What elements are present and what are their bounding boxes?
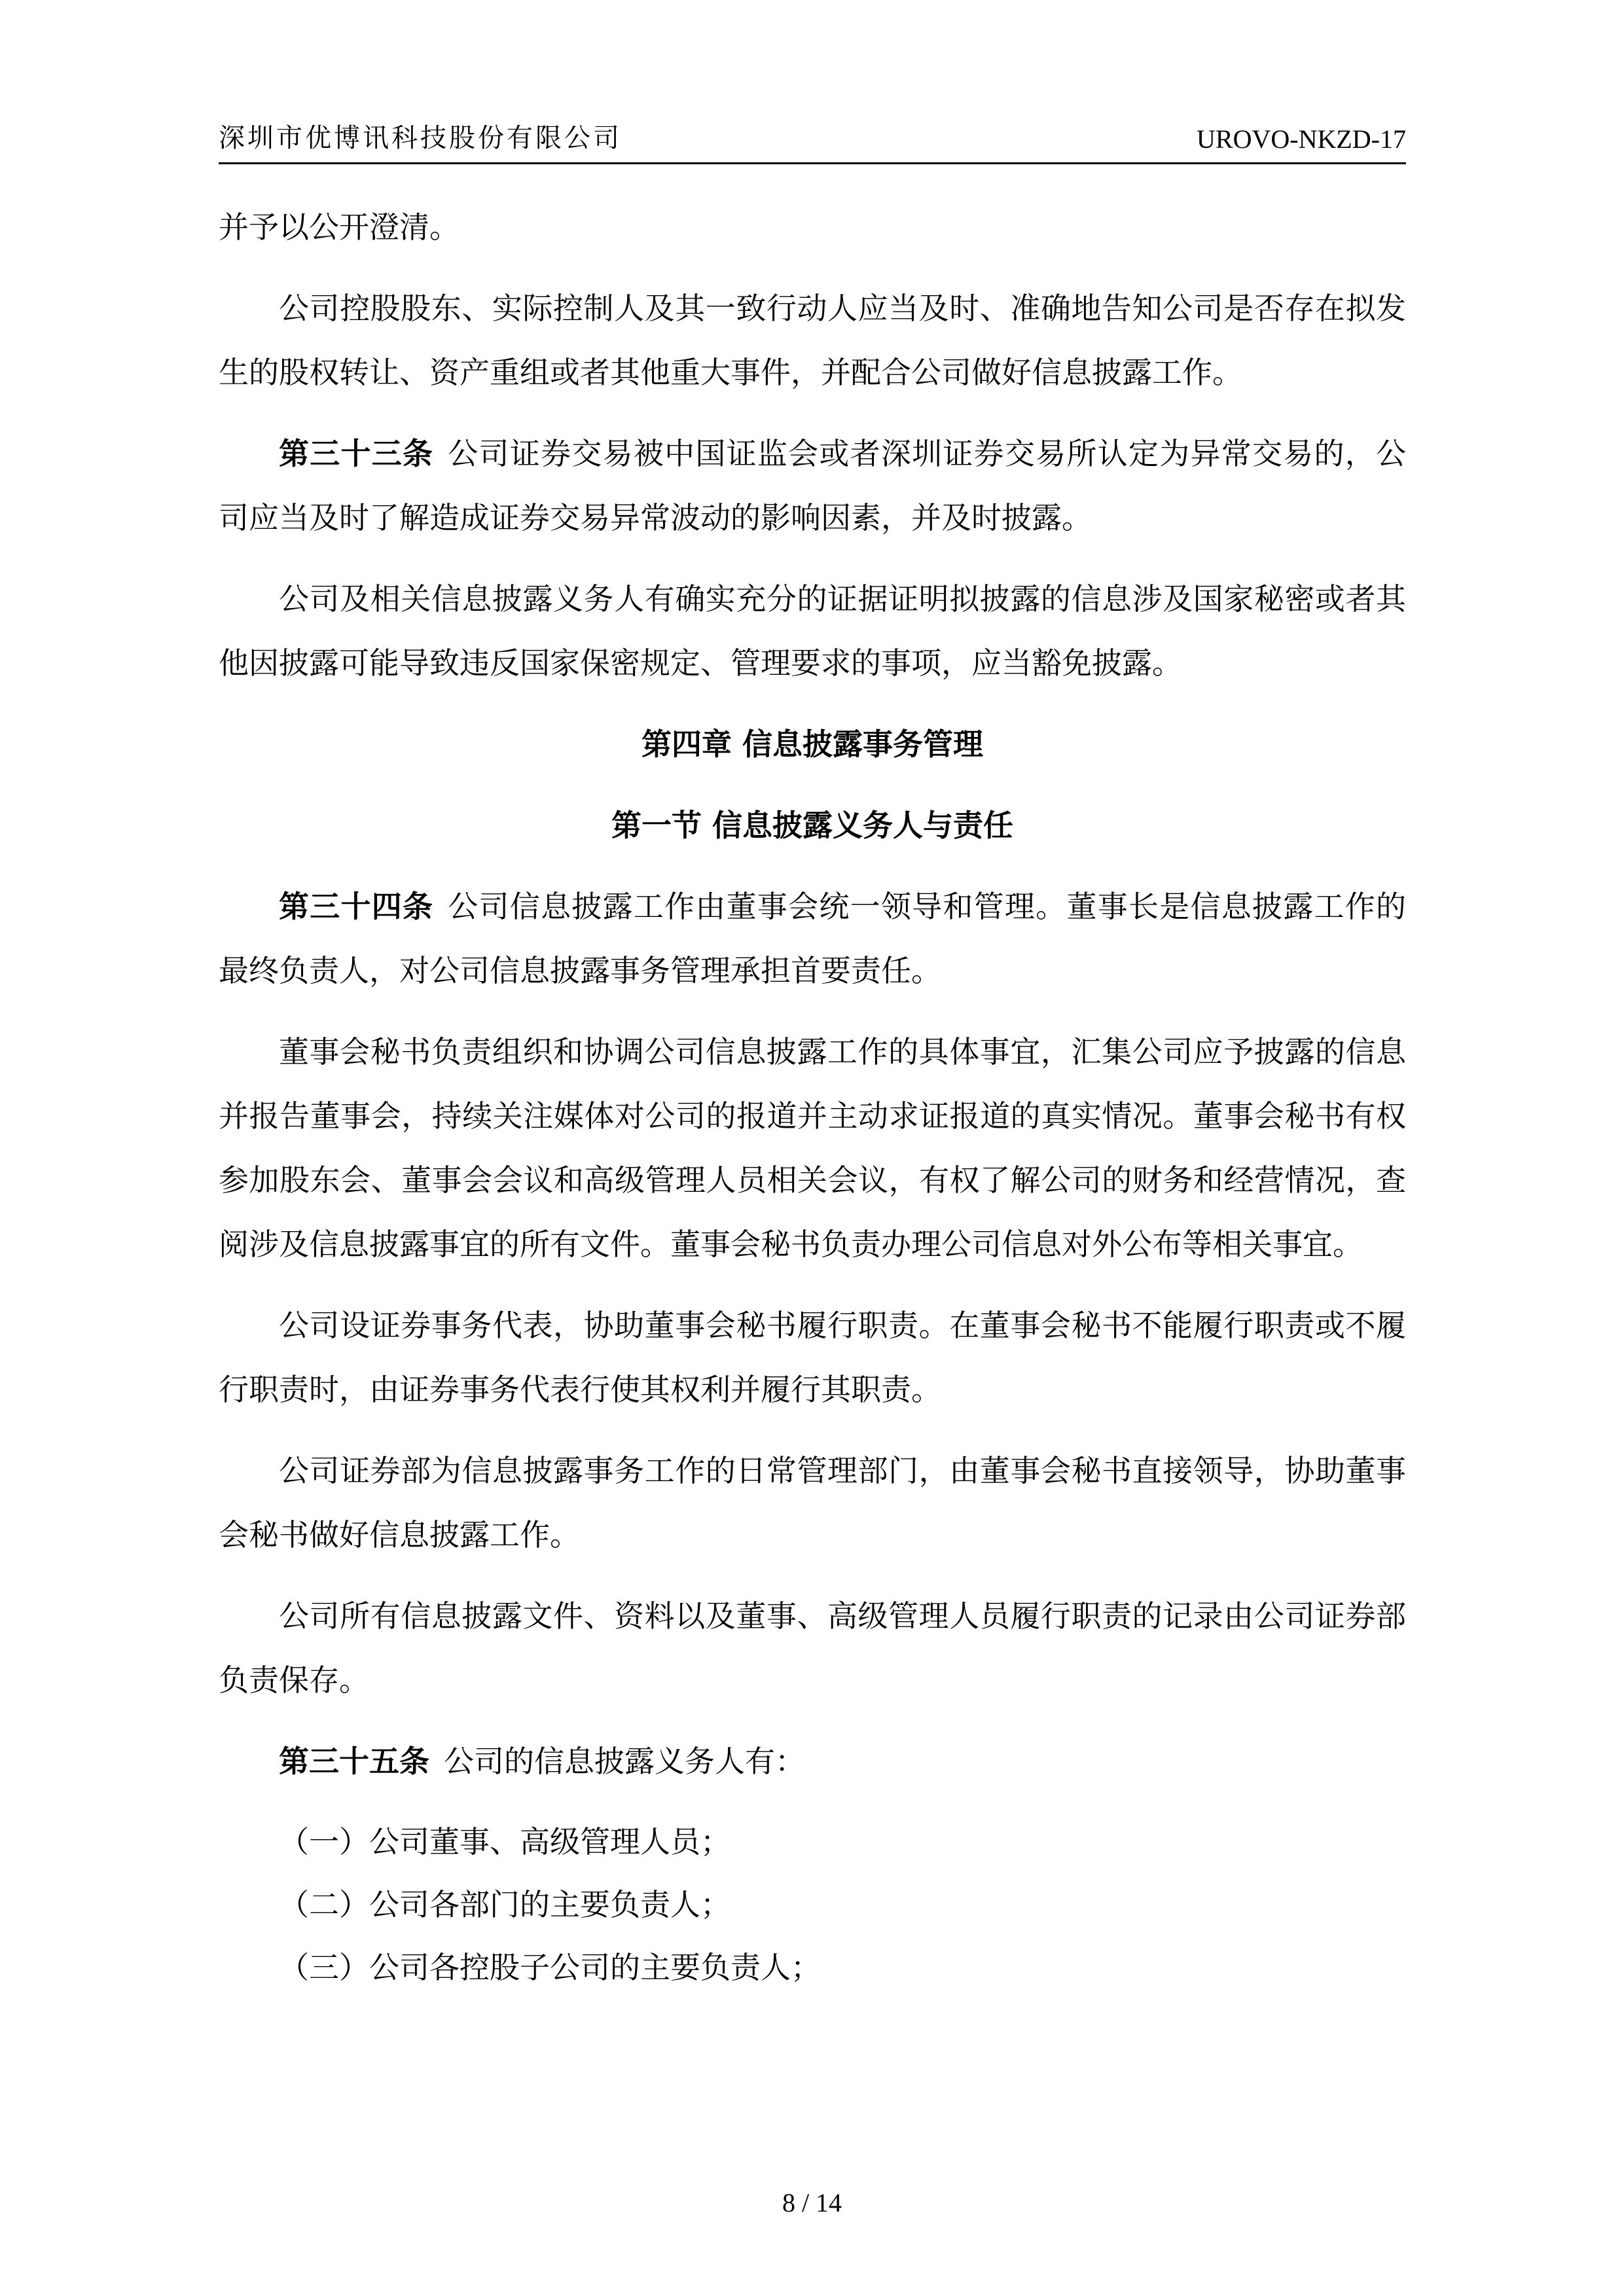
article-33-title: 第三十三条	[279, 436, 434, 471]
article-35	[219, 1729, 1406, 1793]
section-heading: 第一节 信息披露义务人与责任	[611, 808, 1013, 843]
document-body	[219, 195, 1406, 1999]
list-item: （二）公司各部门的主要负责人；	[279, 1887, 731, 1922]
article-33	[219, 422, 1406, 550]
article-34-text: 公司信息披露工作由董事会统一领导和管理。董事长是信息披露工作的最终负责人，对公司信息披露事务管理承担首要责任。	[219, 889, 1407, 988]
paragraph-securities-department: 公司证券部为信息披露事务工作的日常管理部门，由董事会秘书直接领导，协助董事会秘书做好信息披露工作。	[219, 1453, 1406, 1552]
document-code: UROVO-NKZD-17	[1197, 124, 1406, 154]
paragraph-securities-representative: 公司设证券事务代表，协助董事会秘书履行职责。在董事会秘书不能履行职责或不履行职责时，由证券事务代表行使其权利并履行其职责。	[219, 1308, 1406, 1407]
paragraph-board-secretary: 董事会秘书负责组织和协调公司信息披露工作的具体事宜，汇集公司应予披露的信息并报告董事会，持续关注媒体对公司的报道并主动求证报道的真实情况。董事会秘书有权参加股东会、董事会会议和高级管理人员相关会议，有权了解公司的财务和经营情况，查阅涉及信息披露事宜的所有文件。董事会秘书负责办理公司信息对外公布等相关事宜。	[219, 1034, 1406, 1262]
list-item: （三）公司各控股子公司的主要负责人；	[279, 1950, 821, 1985]
page-number: 8 / 14	[782, 2188, 842, 2217]
company-name: 深圳市优博讯科技股份有限公司	[219, 123, 622, 153]
article-35-title: 第三十五条	[279, 1744, 429, 1779]
list-item: （一）公司董事、高级管理人员；	[279, 1824, 731, 1859]
paragraph-shareholder-notice: 公司控股股东、实际控制人及其一致行动人应当及时、准确地告知公司是否存在拟发生的股权转让、资产重组或者其他重大事件，并配合公司做好信息披露工作。	[219, 291, 1406, 390]
article-34	[219, 874, 1406, 1003]
article-35-text: 公司的信息披露义务人有：	[444, 1744, 805, 1779]
article-33-text: 公司证券交易被中国证监会或者深圳证券交易所认定为异常交易的，公司应当及时了解造成证券交易异常波动的影响因素，并及时披露。	[219, 436, 1407, 535]
chapter-heading: 第四章 信息披露事务管理	[641, 726, 983, 762]
paragraph-exemption: 公司及相关信息披露义务人有确实充分的证据证明拟披露的信息涉及国家秘密或者其他因披露可能导致违反国家保密规定、管理要求的事项，应当豁免披露。	[219, 581, 1406, 681]
paragraph-record-keeping: 公司所有信息披露文件、资料以及董事、高级管理人员履行职责的记录由公司证券部负责保存。	[219, 1598, 1406, 1698]
article-34-title: 第三十四条	[279, 889, 434, 924]
paragraph-continuation: 并予以公开澄清。	[219, 209, 460, 245]
page-header	[219, 117, 1406, 164]
